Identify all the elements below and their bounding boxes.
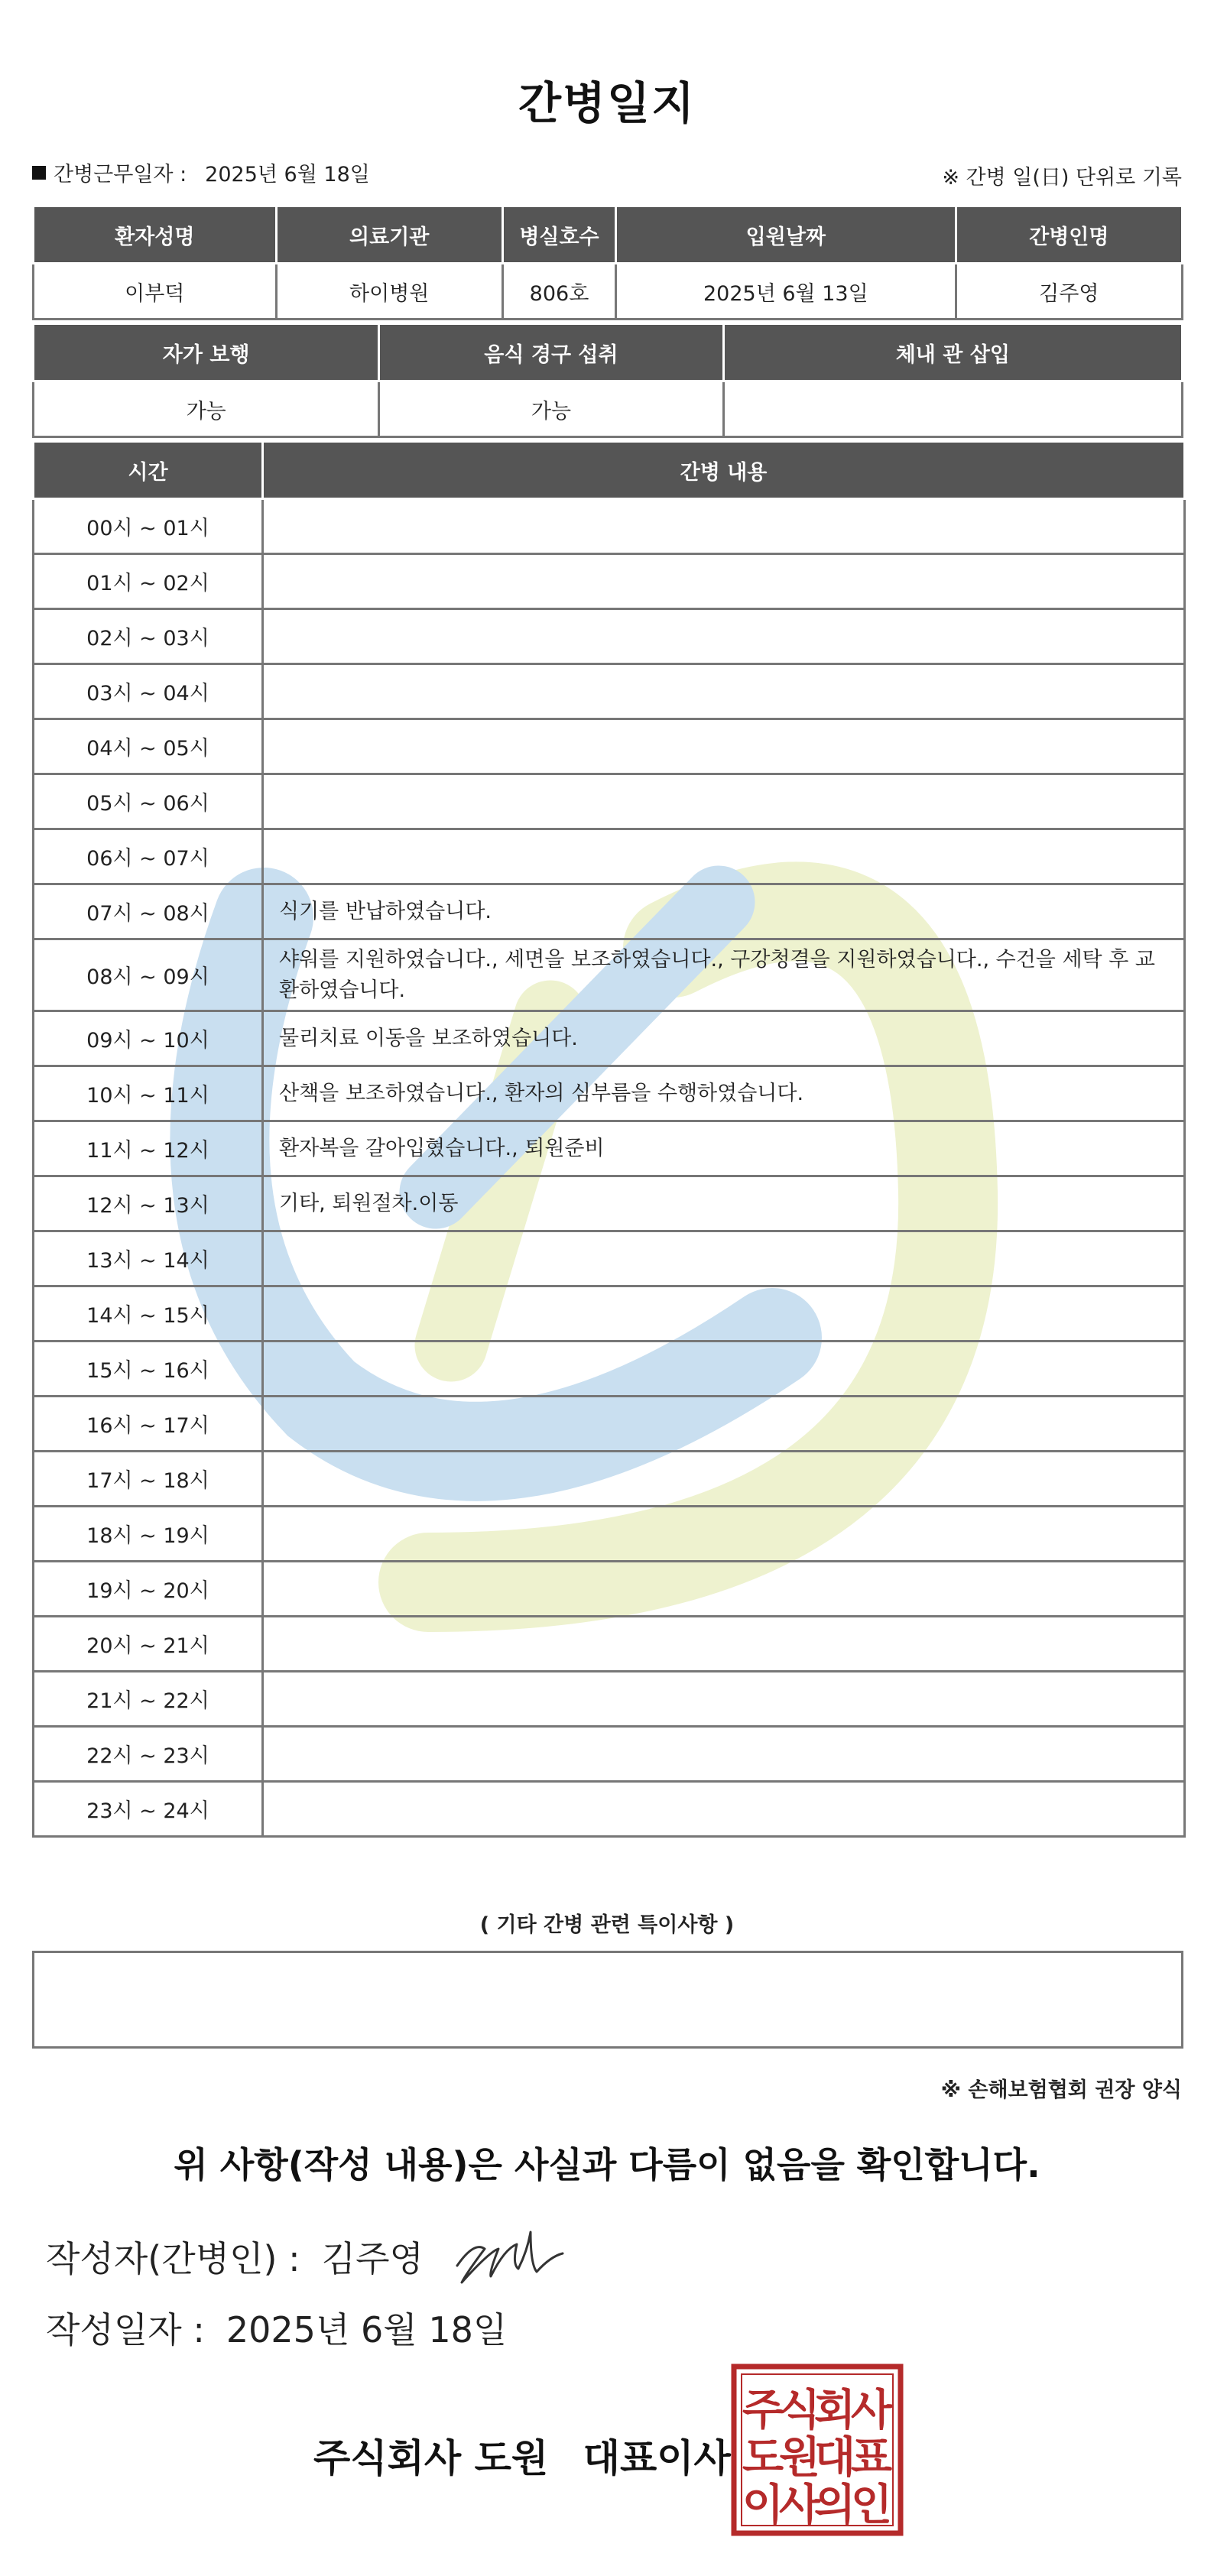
- work-date-value: 2025년 6월 18일: [205, 163, 370, 187]
- ceo-label: 대표이사: [583, 2436, 731, 2480]
- log-row-16: [34, 1397, 1185, 1452]
- log-row-05: [34, 774, 1185, 829]
- log-content: 환자복을 갈아입혔습니다., 퇴원준비: [263, 1121, 1185, 1176]
- log-row-00: [34, 499, 1185, 554]
- svg-text:회: 회: [813, 2386, 856, 2435]
- log-time: 16시 ~ 17시: [34, 1397, 263, 1452]
- log-time: 02시 ~ 03시: [34, 609, 263, 664]
- log-content: [263, 1452, 1185, 1507]
- log-time: 15시 ~ 16시: [34, 1342, 263, 1397]
- log-time: 17시 ~ 18시: [34, 1452, 263, 1507]
- log-time: 19시 ~ 20시: [34, 1562, 263, 1617]
- log-content: [263, 829, 1185, 884]
- svg-text:대: 대: [813, 2433, 856, 2483]
- svg-text:주: 주: [742, 2386, 784, 2435]
- log-time: 14시 ~ 15시: [34, 1286, 263, 1342]
- log-row-03: [34, 664, 1185, 719]
- log-header-row: [34, 442, 1185, 499]
- log-content: [263, 1617, 1185, 1672]
- log-content: 식기를 반납하였습니다.: [263, 884, 1185, 939]
- write-date-row: [46, 2302, 507, 2353]
- header-room: 병실호수: [502, 206, 615, 264]
- status-header-row: [34, 324, 1183, 381]
- log-time: 03시 ~ 04시: [34, 664, 263, 719]
- log-row-22: [34, 1727, 1185, 1782]
- log-content: [263, 609, 1185, 664]
- log-row-08: [34, 939, 1185, 1011]
- log-time: 04시 ~ 05시: [34, 719, 263, 774]
- log-row-06: [34, 829, 1185, 884]
- header-hospital: 의료기관: [276, 206, 502, 264]
- room-number: 806호: [502, 264, 615, 320]
- log-content: 산책을 보조하였습니다., 환자의 심부름을 수행하였습니다.: [263, 1066, 1185, 1121]
- log-time: 11시 ~ 12시: [34, 1121, 263, 1176]
- log-row-10: [34, 1066, 1185, 1121]
- header-admission-date: 입원날짜: [616, 206, 956, 264]
- company-seal-icon: [731, 2363, 904, 2536]
- caregiver-name: 김주영: [956, 264, 1182, 320]
- patient-header-row: [34, 206, 1183, 264]
- log-time: 18시 ~ 19시: [34, 1507, 263, 1562]
- svg-text:의: 의: [813, 2480, 856, 2530]
- work-date-row: [32, 157, 370, 187]
- company-name: 주식회사 도원: [313, 2436, 549, 2480]
- writer-row: [46, 2226, 573, 2287]
- admission-date: 2025년 6월 13일: [616, 264, 956, 320]
- log-time: 09시 ~ 10시: [34, 1011, 263, 1066]
- svg-text:식: 식: [778, 2386, 821, 2435]
- tube-insertion-value: [723, 381, 1182, 437]
- log-time: 06시 ~ 07시: [34, 829, 263, 884]
- document-title: 간병일지: [518, 77, 696, 129]
- svg-text:인: 인: [850, 2480, 893, 2530]
- svg-text:사: 사: [850, 2386, 893, 2435]
- log-content: [263, 554, 1185, 609]
- log-content: [263, 1562, 1185, 1617]
- svg-text:원: 원: [778, 2433, 821, 2483]
- recommend-note: ※ 손해보험협회 권장 양식: [940, 2078, 1182, 2102]
- special-notes-title: ( 기타 간병 관련 특이사항 ): [479, 1913, 735, 1937]
- write-date-label: 작성일자 :: [46, 2309, 205, 2351]
- log-content: 기타, 퇴원절차.이동: [263, 1176, 1185, 1231]
- unit-note: ※ 간병 일(日) 단위로 기록: [942, 166, 1182, 190]
- care-log-table: [32, 440, 1186, 1838]
- patient-status-table: [32, 323, 1183, 438]
- log-row-18: [34, 1507, 1185, 1562]
- log-row-02: [34, 609, 1185, 664]
- header-patient-name: 환자성명: [34, 206, 277, 264]
- log-content: [263, 1397, 1185, 1452]
- header-caregiver: 간병인명: [956, 206, 1182, 264]
- log-content: [263, 1672, 1185, 1727]
- hospital-name: 하이병원: [276, 264, 502, 320]
- log-content: [263, 664, 1185, 719]
- log-row-12: [34, 1176, 1185, 1231]
- patient-info-table: [32, 205, 1183, 320]
- work-date-label: 간병근무일자 :: [54, 163, 187, 187]
- svg-text:도: 도: [742, 2433, 784, 2483]
- log-content: [263, 1286, 1185, 1342]
- header-self-walking: 자가 보행: [34, 324, 379, 381]
- svg-text:표: 표: [850, 2433, 893, 2483]
- self-walking-value: 가능: [34, 381, 379, 437]
- log-content: [263, 1727, 1185, 1782]
- company-signature-line: [313, 2428, 731, 2483]
- log-row-23: [34, 1782, 1185, 1837]
- log-time: 20시 ~ 21시: [34, 1617, 263, 1672]
- svg-text:이: 이: [742, 2480, 784, 2530]
- log-content: [263, 774, 1185, 829]
- log-row-09: [34, 1011, 1185, 1066]
- log-time: 22시 ~ 23시: [34, 1727, 263, 1782]
- confirm-statement: 위 사항(작성 내용)은 사실과 다름이 없음을 확인합니다.: [174, 2144, 1040, 2185]
- writer-label: 작성자(간병인) :: [46, 2238, 300, 2279]
- log-content: [263, 1782, 1185, 1837]
- log-time: 12시 ~ 13시: [34, 1176, 263, 1231]
- writer-name: 김주영: [321, 2238, 424, 2279]
- log-row-13: [34, 1231, 1185, 1286]
- log-time: 07시 ~ 08시: [34, 884, 263, 939]
- log-content: 물리치료 이동을 보조하였습니다.: [263, 1011, 1185, 1066]
- log-row-15: [34, 1342, 1185, 1397]
- status-value-row: [34, 381, 1183, 437]
- log-content: [263, 1342, 1185, 1397]
- log-time: 00시 ~ 01시: [34, 499, 263, 554]
- log-time: 13시 ~ 14시: [34, 1231, 263, 1286]
- header-time: 시간: [34, 442, 263, 499]
- log-content: [263, 1231, 1185, 1286]
- log-time: 23시 ~ 24시: [34, 1782, 263, 1837]
- log-content: [263, 499, 1185, 554]
- write-date-value: 2025년 6월 18일: [226, 2309, 508, 2351]
- patient-value-row: [34, 264, 1183, 320]
- log-row-07: [34, 884, 1185, 939]
- signature-icon: [451, 2226, 573, 2287]
- log-row-19: [34, 1562, 1185, 1617]
- patient-name: 이부덕: [34, 264, 277, 320]
- special-notes-box: [32, 1951, 1183, 2049]
- log-content: [263, 1507, 1185, 1562]
- log-time: 01시 ~ 02시: [34, 554, 263, 609]
- log-row-21: [34, 1672, 1185, 1727]
- log-time: 10시 ~ 11시: [34, 1066, 263, 1121]
- log-row-04: [34, 719, 1185, 774]
- oral-intake-value: 가능: [379, 381, 723, 437]
- header-tube-insertion: 체내 관 삽입: [723, 324, 1182, 381]
- square-bullet-icon: [32, 166, 46, 180]
- log-time: 08시 ~ 09시: [34, 939, 263, 1011]
- log-row-14: [34, 1286, 1185, 1342]
- log-row-11: [34, 1121, 1185, 1176]
- header-oral-intake: 음식 경구 섭취: [379, 324, 723, 381]
- log-row-17: [34, 1452, 1185, 1507]
- log-time: 21시 ~ 22시: [34, 1672, 263, 1727]
- log-row-01: [34, 554, 1185, 609]
- svg-text:사: 사: [778, 2480, 821, 2530]
- header-care-content: 간병 내용: [263, 442, 1185, 499]
- log-content: [263, 719, 1185, 774]
- log-content: 샤워를 지원하였습니다., 세면을 보조하였습니다., 구강청결을 지원하였습니다., 수건을 세탁 후 교환하였습니다.: [263, 939, 1185, 1011]
- log-row-20: [34, 1617, 1185, 1672]
- log-time: 05시 ~ 06시: [34, 774, 263, 829]
